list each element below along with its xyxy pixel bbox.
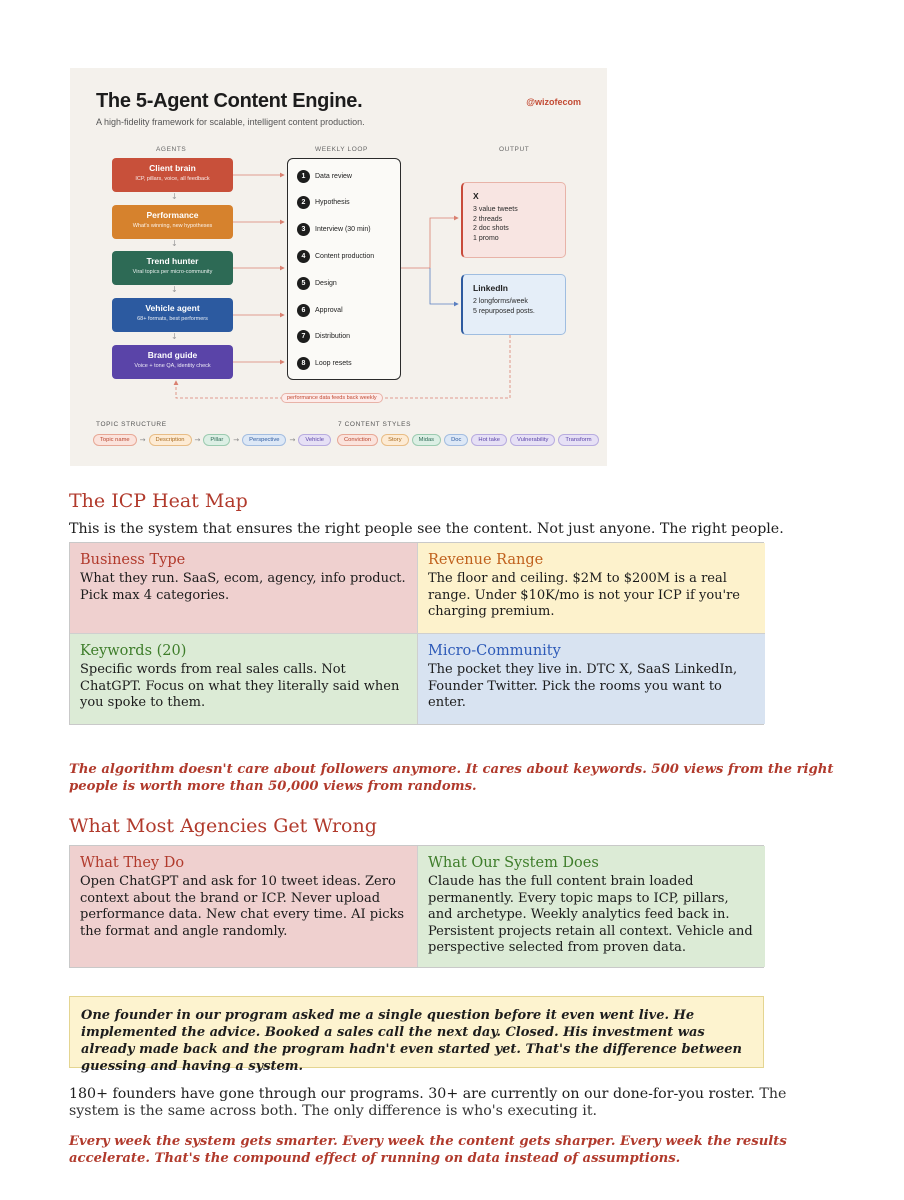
agent-card <box>112 158 233 192</box>
cell-title: Keywords (20) <box>80 643 187 659</box>
agent-name: Client brain <box>149 163 196 173</box>
cell-title: Business Type <box>80 552 186 568</box>
closing-lead: 180+ founders have gone through our programs. 30+ are currently on our done-for-you roster. <box>69 1086 755 1102</box>
chip: Doc <box>444 434 468 446</box>
output-linkedin-title: LinkedIn <box>473 283 508 293</box>
grid-cell <box>70 846 418 967</box>
cell-body: The pocket they live in. DTC X, SaaS LinkedIn, Founder Twitter. Pick the rooms you want to enter. <box>428 662 738 710</box>
closing-paragraph <box>69 1086 839 1120</box>
loop-step-number: 4 <box>297 250 310 263</box>
loop-step-label: Interview (30 min) <box>315 226 371 234</box>
cell-body: What they run. SaaS, ecom, agency, info product. Pick max 4 categories. <box>80 571 406 603</box>
agent-desc: Viral topics per micro-community <box>132 269 213 275</box>
loop-step <box>297 223 371 237</box>
testimonial-box <box>69 996 764 1074</box>
loop-step-label: Hypothesis <box>315 199 350 207</box>
loop-step-label: Data review <box>315 172 352 180</box>
agent-card <box>112 345 233 379</box>
testimonial-text: One founder in our program asked me a single question before it even went live. He implemented the advice. Booked a sales call the next day. Closed. His investment was already made back and the program hadn't even started yet. That's the difference between guessing and having a system. <box>81 1008 742 1074</box>
content-engine-infographic <box>70 68 607 466</box>
arrow-down-icon: ↓ <box>171 285 178 294</box>
chip: Conviction <box>337 434 378 446</box>
agent-desc: Voice + tone QA, identity check <box>134 363 211 369</box>
topic-structure-chips <box>93 434 331 446</box>
agent-name: Brand guide <box>147 350 198 360</box>
agent-desc: 68+ formats, best performers <box>137 316 208 322</box>
icp-callout: The algorithm doesn't care about followers anymore. It cares about keywords. 500 views from the right people is worth more than 50,000 views from randoms. <box>69 762 834 794</box>
loop-step-label: Loop resets <box>315 360 352 368</box>
column-header-loop: WEEKLY LOOP <box>315 146 368 153</box>
author-handle: @wizofecom <box>526 97 581 107</box>
grid-cell <box>70 634 418 724</box>
loop-step-number: 1 <box>297 170 310 183</box>
output-linkedin-box <box>461 274 566 335</box>
agent-desc: ICP, pillars, voice, all feedback <box>135 176 210 182</box>
loop-step <box>297 196 350 210</box>
column-header-agents: AGENTS <box>156 146 187 153</box>
grid-cell <box>70 543 418 634</box>
cell-title: Micro-Community <box>428 643 561 659</box>
icp-grid <box>69 542 764 725</box>
loop-step-label: Design <box>315 279 337 287</box>
chip: Vehicle <box>298 434 331 446</box>
arrow-right-icon: → <box>194 436 201 444</box>
arrow-down-icon: ↓ <box>171 332 178 341</box>
loop-step-label: Content production <box>315 252 375 260</box>
loop-step <box>297 276 337 290</box>
content-styles-label: 7 CONTENT STYLES <box>338 421 412 428</box>
agent-desc: What's winning, new hypotheses <box>132 223 213 229</box>
loop-step <box>297 249 374 263</box>
arrow-down-icon: ↓ <box>171 239 178 248</box>
cell-title: Revenue Range <box>428 552 544 568</box>
chip: Vulnerability <box>510 434 555 446</box>
icp-heading: The ICP Heat Map <box>69 490 248 512</box>
loop-step-label: Approval <box>315 306 343 314</box>
feedback-label: performance data feeds back weekly <box>281 393 383 403</box>
agent-name: Performance <box>146 210 199 220</box>
content-styles-chips <box>337 434 599 446</box>
output-x-line: 1 promo <box>473 234 499 242</box>
cell-body: Open ChatGPT and ask for 10 tweet ideas. Zero context about the brand or ICP. Never upload performance data. New chat every time. AI picks the format and angle randomly. <box>80 874 405 939</box>
infographic-title: The 5-Agent Content Engine. <box>96 90 363 112</box>
loop-step-number: 3 <box>297 223 310 236</box>
grid-cell <box>418 634 765 724</box>
output-x-box <box>461 182 566 258</box>
infographic-subtitle: A high-fidelity framework for scalable, intelligent content production. <box>96 117 365 127</box>
loop-step <box>297 330 350 344</box>
grid-cell <box>418 543 765 634</box>
topic-structure-label: TOPIC STRUCTURE <box>96 421 167 428</box>
output-x-line: 2 threads <box>473 215 503 223</box>
agent-name: Trend hunter <box>146 256 199 266</box>
closing-final: Every week the system gets smarter. Every week the content gets sharper. Every week the results accelerate. That's the compound effect of running on data instead of assumptions. <box>69 1134 787 1166</box>
loop-step-number: 7 <box>297 330 310 343</box>
chip: Topic name <box>93 434 137 446</box>
weekly-loop-box <box>287 158 401 380</box>
cell-body: The floor and ceiling. $2M to $200M is a real range. Under $10K/mo is not your ICP if you're charging premium. <box>428 571 740 619</box>
loop-step-number: 5 <box>297 277 310 290</box>
agent-card <box>112 251 233 285</box>
output-linkedin-line: 2 longforms/week <box>473 298 528 305</box>
loop-step <box>297 357 352 371</box>
agencies-grid <box>69 845 764 968</box>
arrow-down-icon: ↓ <box>171 192 178 201</box>
cell-title: What Our System Does <box>428 855 599 871</box>
arrow-right-icon: → <box>233 436 240 444</box>
loop-step-number: 2 <box>297 196 310 209</box>
arrow-right-icon: → <box>289 436 296 444</box>
output-x-title: X <box>473 191 479 201</box>
icp-intro: This is the system that ensures the right people see the content. Not just anyone. The right people. <box>69 521 784 537</box>
chip: Midas <box>412 434 441 446</box>
output-x-line: 3 value tweets <box>473 206 518 213</box>
agencies-heading: What Most Agencies Get Wrong <box>69 815 377 837</box>
agent-card <box>112 205 233 239</box>
grid-cell <box>418 846 765 967</box>
chip: Transform <box>558 434 598 446</box>
chip: Perspective <box>242 434 286 446</box>
cell-body: Specific words from real sales calls. Not ChatGPT. Focus on what they literally said when you spoke to them. <box>80 662 400 710</box>
chip: Description <box>149 434 192 446</box>
cell-body: Claude has the full content brain loaded permanently. Every topic maps to ICP, pillars, and archetype. Weekly analytics feed back in. Persistent projects retain all context. Vehicle and perspective selected from proven data. <box>428 874 753 955</box>
loop-step-number: 6 <box>297 304 310 317</box>
loop-step <box>297 303 343 317</box>
output-x-line: 2 doc shots <box>473 225 509 232</box>
agent-name: Vehicle agent <box>145 303 200 313</box>
chip: Pillar <box>203 434 230 446</box>
chip: Story <box>381 434 409 446</box>
chip: Hot take <box>471 434 507 446</box>
column-header-output: OUTPUT <box>499 146 530 153</box>
closing-rest: The system is the same across both. The only difference is who's executing it. <box>69 1086 787 1119</box>
output-linkedin-line: 5 repurposed posts. <box>473 307 535 315</box>
loop-step-number: 8 <box>297 357 310 370</box>
arrow-right-icon: → <box>139 436 146 444</box>
loop-step-label: Distribution <box>315 333 351 341</box>
cell-title: What They Do <box>80 855 185 871</box>
loop-step <box>297 169 352 183</box>
agent-card <box>112 298 233 332</box>
